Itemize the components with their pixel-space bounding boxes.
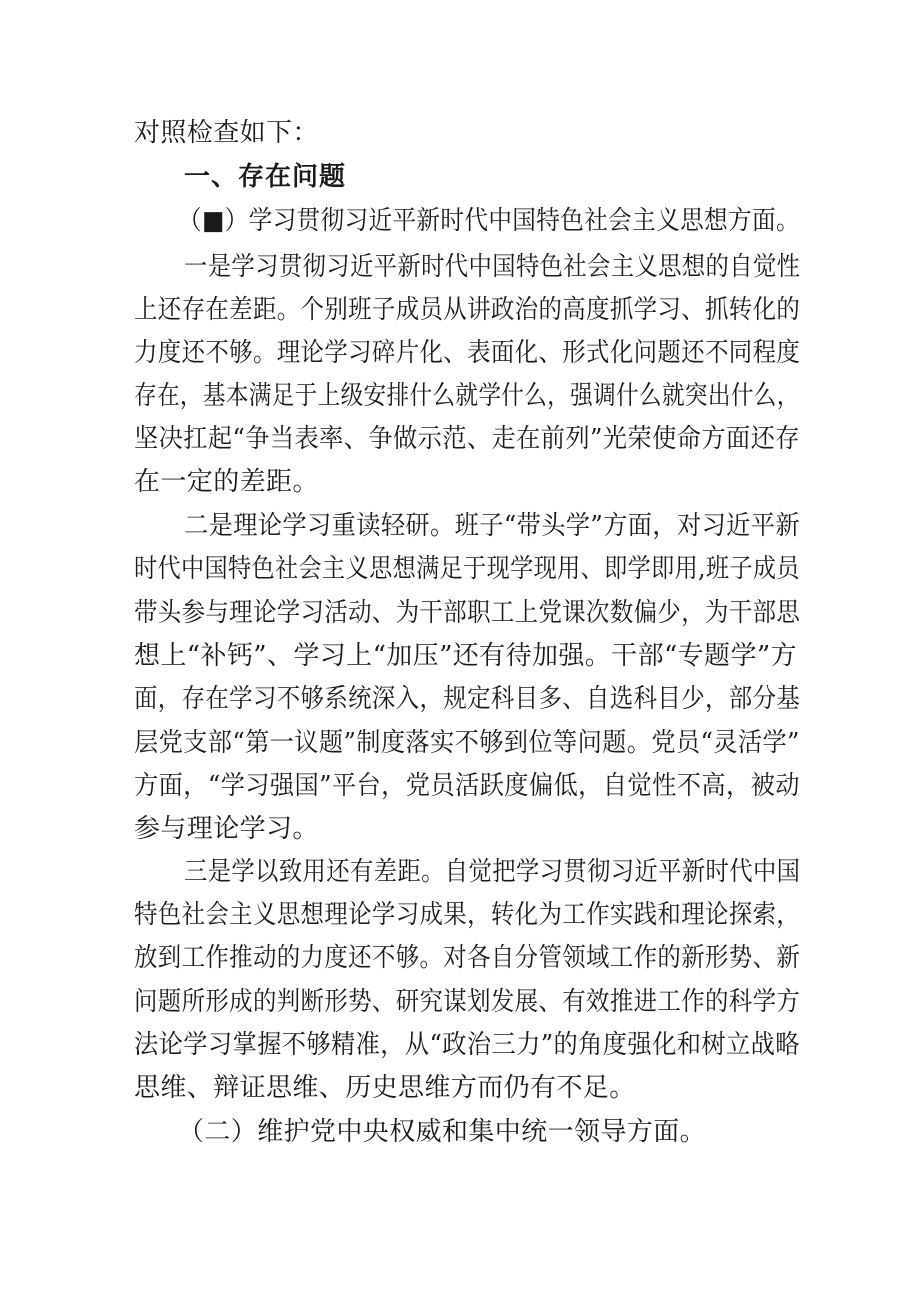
- paragraph-line: 带头参与理论学习活动、为干部职工上党课次数偏少，为干部思: [134, 598, 801, 628]
- paragraph-line: 问题所形成的判断形势、研究谋划发展、有效推进工作的科学方: [134, 987, 801, 1017]
- subsection-heading-2: （二）维护党中央权威和集中统一领导方面。: [178, 1117, 707, 1147]
- paragraph-line: 方面，“学习强国”平台，党员活跃度偏低，自觉性不高，被动: [134, 771, 800, 801]
- intro-text: 对照检查如下：: [134, 118, 319, 148]
- paragraph-line: 三是学以致用还有差距。自觉把学习贯彻习近平新时代中国: [184, 857, 801, 887]
- paragraph-line: 力度还不够。理论学习碎片化、表面化、形式化问题还不同程度: [134, 338, 801, 368]
- paragraph-line: 思维、辩证思维、历史思维方而仍有不足。: [134, 1073, 636, 1103]
- paragraph-line: 层党支部“第一议题”制度落实不够到位等问题。党员“灵活学”: [134, 728, 800, 758]
- paragraph-line: 时代中国特色社会主义思想满足于现学现用、即学即用,班子成员: [134, 554, 800, 584]
- paragraph-line: 法论学习掌握不够精准，从“政治三力”的角度强化和树立战略: [134, 1030, 800, 1060]
- paragraph-line: 放到工作推动的力度还不够。对各自分管领域工作的新形势、新: [134, 943, 801, 973]
- subsection-heading-1: （■）学习贯彻习近平新时代中国特色社会主义思想方面。: [178, 206, 800, 236]
- paragraph-line: 面，存在学习不够系统深入，规定科目多、自选科目少，部分基: [134, 684, 801, 714]
- paragraph-line: 存在，基本满足于上级安排什么就学什么，强调什么就突出什么，: [134, 381, 800, 411]
- paragraph-line: 在一定的差距。: [134, 467, 319, 497]
- paragraph-line: 特色社会主义思想理论学习成果，转化为工作实践和理论探索，: [134, 900, 801, 930]
- paragraph-line: 想上“补钙”、学习上“加压”还有待加强。干部“专题学”方: [134, 641, 797, 671]
- section-heading: 一、存在问题: [184, 162, 347, 192]
- paragraph-line: 上还存在差距。个别班子成员从讲政治的高度抓学习、抓转化的: [134, 295, 801, 325]
- paragraph-line: 参与理论学习。: [134, 814, 319, 844]
- paragraph-line: 二是理论学习重读轻研。班子“带头学”方面，对习近平新: [184, 511, 800, 541]
- paragraph-line: 坚决扛起“争当表率、争做示范、走在前列”光荣使命方面还存: [134, 424, 800, 454]
- paragraph-line: 一是学习贯彻习近平新时代中国特色社会主义思想的自觉性: [184, 252, 801, 282]
